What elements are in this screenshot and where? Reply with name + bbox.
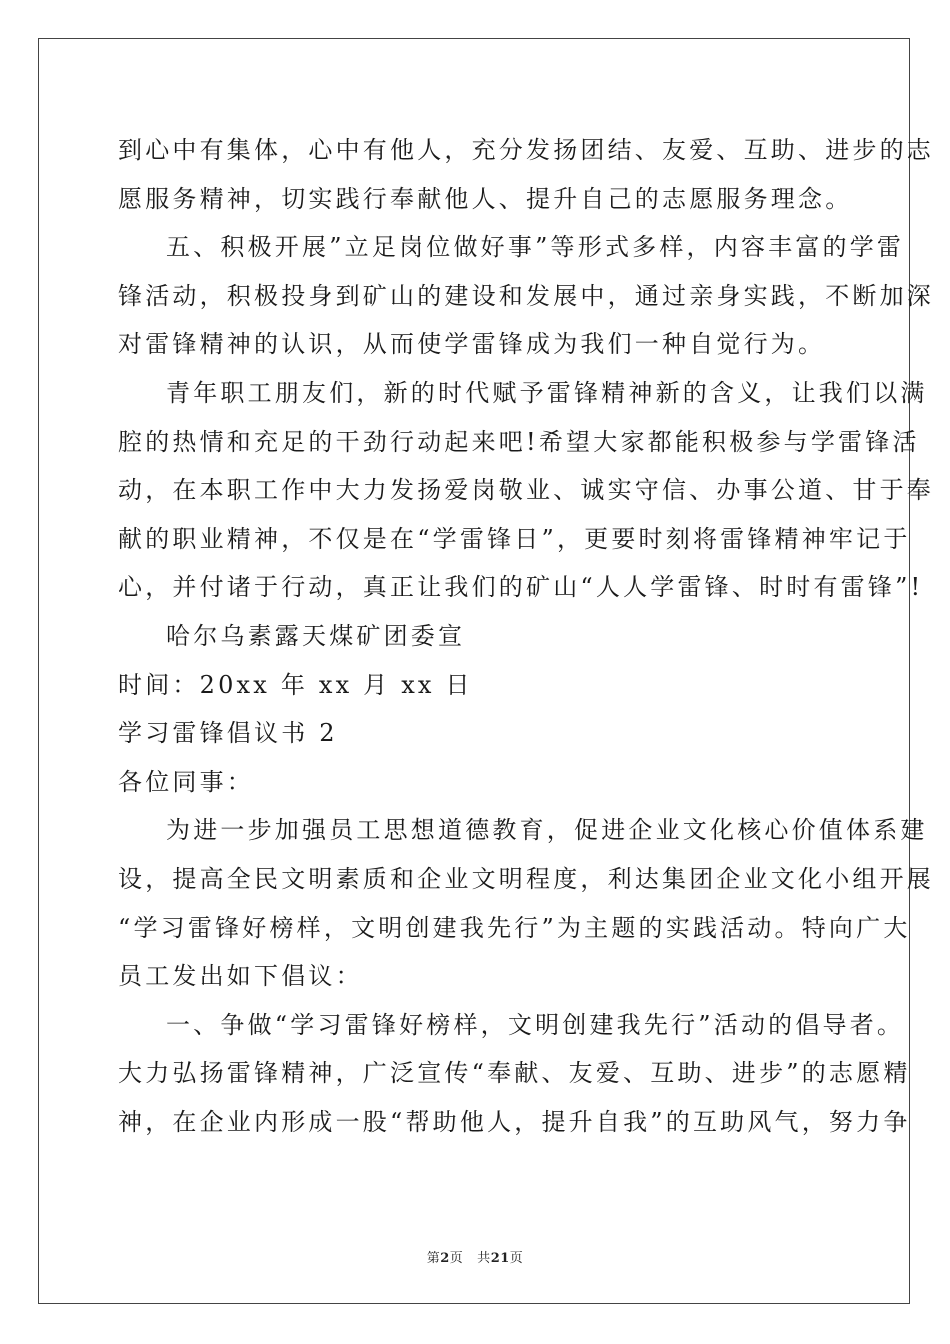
footer-page-number: 2 bbox=[440, 1251, 450, 1266]
text-line: 腔的热情和充足的干劲行动起来吧!希望大家都能积极参与学雷锋活 bbox=[118, 427, 920, 456]
footer-total-pages: 21 bbox=[490, 1251, 510, 1266]
footer-page-prefix: 第 bbox=[426, 1251, 441, 1266]
document-body bbox=[118, 126, 934, 1146]
text-line: 设，提高全民文明素质和企业文明程度，利达集团企业文化小组开展 bbox=[118, 864, 934, 893]
footer-page-suffix: 页 bbox=[449, 1251, 464, 1266]
text-line: 对雷锋精神的认识，从而使学雷锋成为我们一种自觉行为。 bbox=[118, 330, 826, 359]
text-line: 时间：20xx 年 xx 月 xx 日 bbox=[118, 670, 473, 699]
text-line: 学习雷锋倡议书 2 bbox=[118, 719, 338, 748]
text-line: 哈尔乌素露天煤矿团委宣 bbox=[166, 621, 466, 650]
text-line: 愿服务精神，切实践行奉献他人、提升自己的志愿服务理念。 bbox=[118, 184, 853, 213]
text-line: 献的职业精神，不仅是在“学雷锋日”，更要时刻将雷锋精神牢记于 bbox=[118, 524, 911, 553]
text-line: 员工发出如下倡议： bbox=[118, 962, 363, 991]
text-line: 大力弘扬雷锋精神，广泛宣传“奉献、友爱、互助、进步”的志愿精 bbox=[118, 1059, 911, 1088]
text-line: 各位同事： bbox=[118, 767, 254, 796]
footer-total-prefix: 共 bbox=[477, 1251, 491, 1266]
footer-total-suffix: 页 bbox=[509, 1251, 524, 1266]
text-line: 到心中有集体，心中有他人，充分发扬团结、友爱、互助、进步的志 bbox=[118, 136, 934, 164]
text-line: 心，并付诸于行动，真正让我们的矿山“人人学雷锋、时时有雷锋”! bbox=[118, 573, 924, 602]
text-line: 动，在本职工作中大力发扬爱岗敬业、诚实守信、办事公道、甘于奉 bbox=[118, 476, 934, 505]
text-line: 锋活动，积极投身到矿山的建设和发展中，通过亲身实践，不断加深 bbox=[118, 281, 934, 310]
text-line: 神，在企业内形成一股“帮助他人，提升自我”的互助风气，努力争 bbox=[118, 1107, 911, 1136]
text-line: 为进一步加强员工思想道德教育，促进企业文化核心价值体系建 bbox=[166, 816, 928, 845]
text-line: “学习雷锋好榜样，文明创建我先行”为主题的实践活动。特向广大 bbox=[118, 913, 911, 942]
text-line: 一、争做“学习雷锋好榜样，文明创建我先行”活动的倡导者。 bbox=[166, 1010, 905, 1039]
text-line: 五、积极开展”立足岗位做好事”等形式多样，内容丰富的学雷 bbox=[166, 233, 905, 262]
text-line: 青年职工朋友们，新的时代赋予雷锋精神新的含义，让我们以满 bbox=[166, 378, 928, 407]
page-footer bbox=[0, 1247, 950, 1266]
